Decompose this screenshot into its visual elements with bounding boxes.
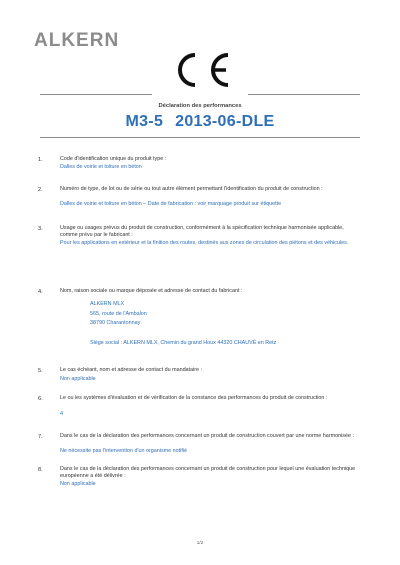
title-rule [40,137,360,138]
item-question: Numéro de type, de lot ou de série ou tout autre élément permettant l'identification du produit de construction : [60,186,323,192]
item-number: 2. [38,187,43,193]
item-answer: 4 [60,411,63,417]
item-number: 6. [38,396,43,402]
item-answer: Ne nécessite pas l'intervention d'un organisme notifié [60,448,188,454]
item-question: Dans le cas de la déclaration des performances concernant un produit de construction couvert par une norme harmonisée : [60,433,354,439]
item-number: 5. [38,368,43,374]
item-answer: Non applicable [60,481,96,487]
item-answer: Non applicable [60,376,96,382]
item-number: 8. [38,467,43,473]
alkern-logo [34,30,138,50]
address-line: 565, route de l'Ambalon [90,310,147,317]
ce-mark [168,50,232,90]
reference-code: M3-5 [125,113,164,130]
address-line: ALKERN MLX [90,301,125,307]
item-number: 3. [38,226,43,232]
item-question: Usage ou usages prévus du produit de construction, conformément à la spécification technique harmonisée applicable, comme prévu par le fabricant : [60,225,344,239]
item-answer: Pour les applications en extérieur et la finition des routes, destinés aux zones de circulation des piétons et des véhicules. [60,240,349,246]
item-question: Nom, raison sociale ou marque déposée et adresse de contact du fabricant : [60,288,243,294]
item-number: 7. [38,434,43,440]
item-question: Code d'identification unique du produit type : [60,156,167,162]
logo-wordmark: ALKERN [34,30,120,50]
item-number: 4. [38,289,43,295]
manufacturer-address [90,300,147,329]
header-rule-left [40,94,152,95]
item-question: Dans le cas de la déclaration des performances concernant un produit de construction pour lequel une évaluation technique européenne a été délivrée : [60,466,356,480]
header-rule-right [248,94,360,95]
reference-date: 2013-06-DLE [175,113,275,130]
address-line: 38790 Charantonnay [90,320,141,327]
document-reference [0,113,400,131]
document-title: Déclaration des performances [158,103,242,109]
registered-office: Siège social : ALKERN MLX, Chemin du grand Houx 44320 CHAUVÉ en Retz [90,340,277,346]
item-question: Le ou les systèmes d'évaluation et de vérification de la constance des performances du produit de construction : [60,395,328,401]
item-question: Le cas échéant, nom et adresse de contact du mandataire : [60,367,203,373]
page-number: 1/2 [196,540,204,545]
alkern-logo-mark [34,30,138,50]
item-number: 1. [38,157,43,163]
item-answer: Dalles de voirie et toiture en béton [60,164,142,170]
item-answer: Dalles de voirie et toiture en béton – Date de fabrication : voir marquage produit sur étiquette [60,201,282,207]
ce-mark-icon [168,50,232,90]
